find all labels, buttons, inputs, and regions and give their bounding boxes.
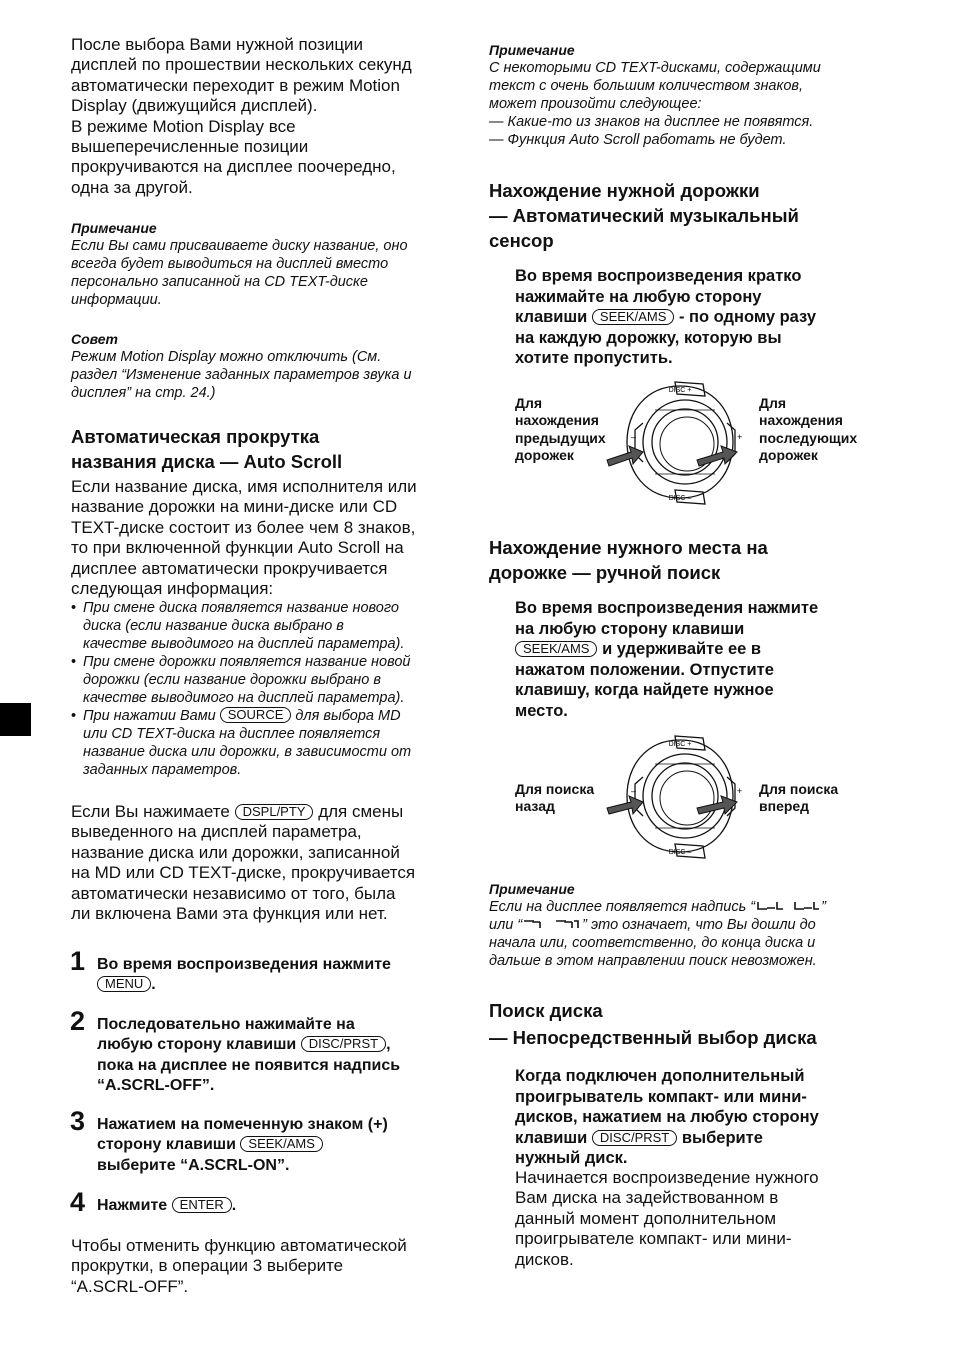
ams-instruction: Во время воспроизведения кратко нажимайте на любую сторону клавиши SEEK/AMS - по одному разу на каждую дорожку, которую вы хотите пропустить. (515, 267, 817, 368)
manual-instruction: Во время воспроизведения нажмите на любую сторону клавиши SEEK/AMS и удерживайте ее в нажатом положении. Отпустите клавишу, когда найдете нужное место. (515, 599, 819, 720)
seek-dial-illustration-1 (605, 378, 755, 508)
segment-display-begin-icon (755, 900, 821, 912)
disc-search-instruction: Когда подключен дополнительный проигрыватель компакт- или мини- дисков, нажатием на любую сторону клавиши DISC/PRST выберите нужный диск. (515, 1067, 819, 1168)
plus-label: + (737, 432, 743, 442)
disc-search-body: Начинается воспроизведение нужного Вам диска на задействованном в данный момент дополнительном проигрывателе компакт- или мини- дисков. (515, 1168, 819, 1269)
bullet-item: • При нажатии Вами SOURCE для выбора MD или CD TEXT-диска на дисплее появляется название диска или дорожки, в зависимости от заданных параметров. (71, 707, 412, 778)
autoscroll-body: Если название диска, имя исполнителя или название дорожки на мини-диске или CD TEXT-диске состоит из более чем 8 знаков, то при включенной функции Auto Scroll на дисплее автоматически прокручивается следующая информация: (71, 477, 417, 599)
fig1-left-label: Для нахождения предыдущих дорожек (515, 395, 606, 464)
disc-prst-key: DISC/PRST (301, 1036, 386, 1052)
note-cd-text: Примечание С некоторыми CD TEXT-дисками, содержащими текст с очень большим количеством знаков, может произойти следующее: — Какие-то из знаков на дисплее не появятся. — Функция Auto Scroll работать не будет. (489, 42, 821, 148)
step-number-3: 3 (70, 1106, 86, 1136)
section-tab-marker (0, 703, 31, 736)
step-1-text: Во время воспроизведения нажмите MENU . (97, 956, 391, 994)
autoscroll-bullets (71, 599, 463, 779)
minus-label: – (631, 786, 637, 796)
seek-ams-key: SEEK/AMS (592, 309, 674, 325)
minus-label: – (631, 432, 637, 442)
segment-display-end-icon (522, 918, 582, 930)
step-2-text: Последовательно нажимайте на любую сторону клавиши DISC/PRST , пока на дисплее не появится надпись “A.SCRL-OFF”. (97, 1016, 401, 1095)
fig2-right-label: Для поиска вперед (759, 781, 839, 815)
note-search-limit: Примечание Если на дисплее появляется надпись “ ” или “ ” это означает, что Вы дошли до начала или, соответственно, до конца диска и дальше в этом направлении поиск невозможен. (489, 881, 826, 969)
autoscroll-heading: Автоматическая прокрутка названия диска — Auto Scroll (71, 426, 343, 472)
step-3-text: Нажатием на помеченную знаком (+) сторону клавиши SEEK/AMS выберите “A.SCRL-ON”. (97, 1116, 388, 1174)
seek-ams-key: SEEK/AMS (515, 641, 597, 657)
disc-prst-key: DISC/PRST (592, 1130, 677, 1146)
enter-key: ENTER (172, 1197, 232, 1213)
step-number-2: 2 (70, 1006, 86, 1036)
manual-heading: Нахождение нужного места на дорожке — ручной поиск (489, 537, 768, 583)
disc-plus-label: DISC + (668, 741, 692, 748)
fig1-right-label: Для нахождения последующих дорожек (759, 395, 858, 464)
step-4-text: Нажмите ENTER . (97, 1197, 237, 1214)
note-custom-title: Примечание Если Вы сами присваиваете диску название, оно всегда будет выводиться на дисплей вместо персонально записанной на CD TEXT-диске информации. (71, 220, 408, 308)
step-number-1: 1 (70, 946, 86, 976)
bullet-item: • При смене диска появляется название нового диска (если название диска выбрано в качестве выводимого на дисплей параметра). (71, 600, 405, 652)
tip-motion-display: Совет Режим Motion Display можно отключить (См. раздел “Изменение заданных параметров звука и дисплея” на стр. 24.) (71, 331, 412, 401)
seek-ams-key: SEEK/AMS (240, 1136, 322, 1152)
ams-heading: Нахождение нужной дорожки — Автоматический музыкальный сенсор (489, 180, 799, 251)
seek-dial-illustration-2 (605, 732, 755, 862)
step-number-4: 4 (70, 1187, 86, 1217)
dspl-pty-key: DSPL/PTY (235, 804, 314, 820)
disc-minus-label: DISC – (668, 849, 692, 856)
intro-paragraph: После выбора Вами нужной позиции дисплей по прошествии нескольких секунд автоматически переходит в режим Motion Display (движущийся дисплей). В режиме Motion Display все вышеперечисленные позиции прокручиваются на дисплее поочередно, одна за другой. (71, 35, 412, 197)
left-arrow-icon (607, 446, 643, 466)
disc-plus-label: DISC + (668, 387, 692, 394)
menu-key: MENU (97, 976, 151, 992)
bullet-item: • При смене дорожки появляется название новой дорожки (если название дорожки выбрано в качестве выводимого на дисплей параметра). (71, 654, 411, 706)
fig2-left-label: Для поиска назад (515, 781, 595, 815)
disc-minus-label: DISC – (668, 495, 692, 502)
disc-search-heading: Поиск диска — Непосредственный выбор диска (489, 1000, 817, 1048)
dspl-paragraph: Если Вы нажимаете DSPL/PTY для смены выведенного на дисплей параметра, название диска или дорожки, записанной на MD или CD TEXT-диске, прокручивается автоматически независимо от того, была ли включена Вами эта функция или нет. (71, 802, 416, 924)
plus-label: + (737, 786, 743, 796)
cancel-paragraph: Чтобы отменить функцию автоматической прокрутки, в операции 3 выберите “A.SCRL-OFF”. (71, 1236, 407, 1296)
source-key: SOURCE (220, 707, 292, 723)
